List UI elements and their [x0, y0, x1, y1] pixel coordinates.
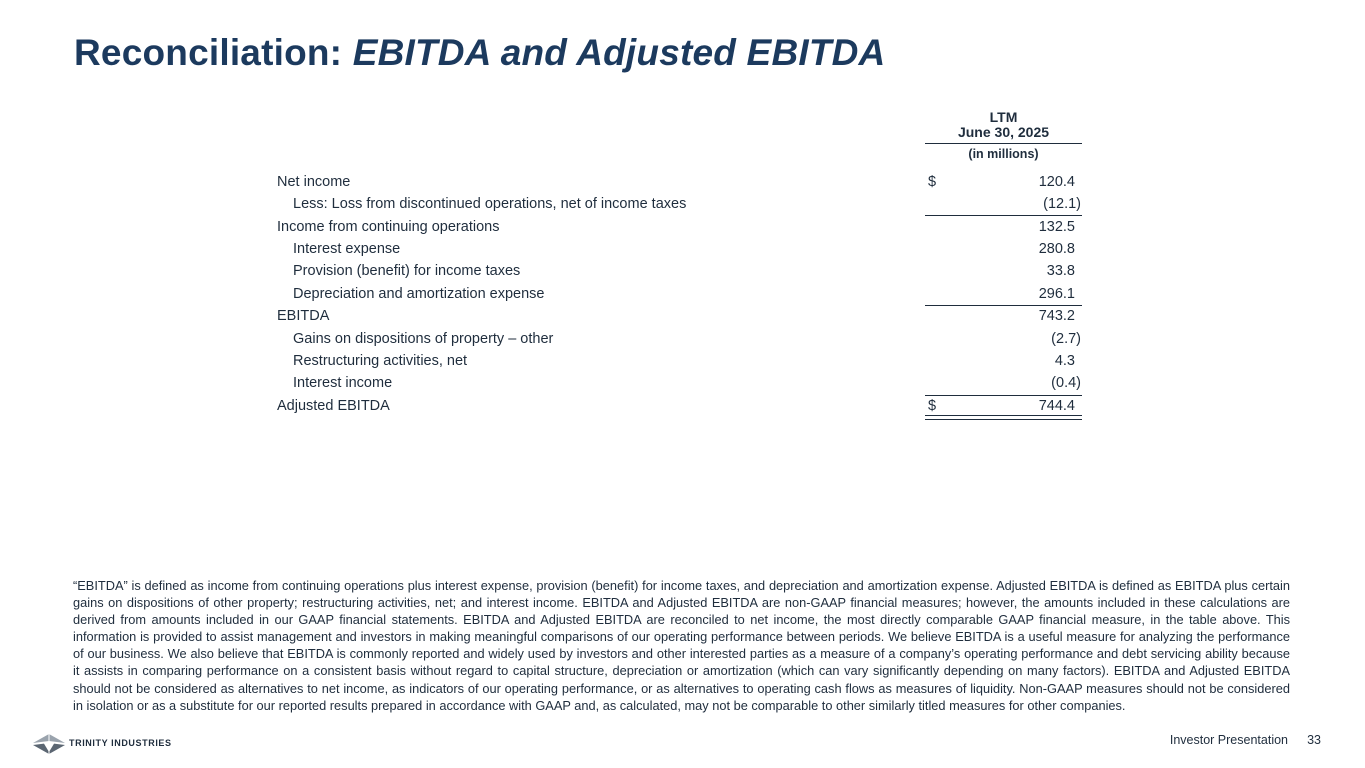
footnote: “EBITDA” is defined as income from continuing operations plus interest expense, provision (benefit) for income taxes, and depreciation and amortization expense. Adjusted EBITDA is defined as EBITDA plus certain gains on dispositions of other property; restructuring activities, net; and interest income. EBITDA and Adjusted EBITDA are non-GAAP financial measures; however, the amounts included in these calculations are derived from amounts included in our GAAP financial statements. EBITDA and Adjusted EBITDA are reconciled to net income, the most directly comparable GAAP financial measure, in the table above. This information is provided to assist management and investors in making meaningful comparisons of our operating performance between periods. We believe EBITDA is a useful measure for analyzing the performance of our business. We also believe that EBITDA is commonly reported and widely used by investors and other interested parties as a measure of a company’s operating performance and debt servicing ability because it assists in comparing performance on a consistent basis without regard to capital structure, depreciation or amortization (which can vary significantly depending on many factors). EBITDA and Adjusted EBITDA should not be considered as alternatives to net income, as indicators of our operating performance, or as alternatives to operating cash flows as measures of liquidity. Non-GAAP measures should not be considered in isolation or as a substitute for our reported results prepared in accordance with GAAP and, as calculated, may not be comparable to other similarly titled measures for other companies. — [73, 578, 1290, 713]
row-label: Less: Loss from discontinued operations, net of income taxes — [293, 196, 687, 212]
row-value: (0.4) — [1051, 375, 1081, 391]
table-row — [0, 174, 1365, 196]
row-label: EBITDA — [277, 308, 330, 324]
row-label: Interest expense — [293, 241, 401, 257]
page-number: 33 — [1307, 733, 1321, 747]
trinity-logo-icon — [32, 732, 66, 756]
row-value: 120.4 — [1038, 174, 1075, 190]
subtotal-rule — [925, 305, 1082, 306]
column-header-units: (in millions) — [968, 147, 1039, 161]
subtotal-rule — [925, 395, 1082, 396]
company-logo — [32, 732, 192, 756]
row-label: Gains on dispositions of property – other — [293, 331, 554, 347]
table-row — [0, 263, 1365, 285]
row-label: Interest income — [293, 375, 393, 391]
row-value: 132.5 — [1038, 219, 1075, 235]
row-value: (12.1) — [1043, 196, 1081, 212]
row-value: 744.4 — [1038, 398, 1075, 414]
company-name: TRINITY INDUSTRIES — [69, 738, 172, 748]
table-row — [0, 375, 1365, 397]
row-value: 33.8 — [1046, 263, 1075, 279]
table-row — [0, 353, 1365, 375]
table-row — [0, 398, 1365, 420]
column-header-ltm: LTM — [989, 109, 1018, 125]
table-row — [0, 308, 1365, 330]
table-row — [0, 286, 1365, 308]
table-row — [0, 241, 1365, 263]
row-currency: $ — [928, 174, 937, 190]
row-value: 4.3 — [1054, 353, 1075, 369]
column-header-date: June 30, 2025 — [957, 124, 1050, 140]
column-header-rule — [925, 143, 1082, 144]
row-label: Depreciation and amortization expense — [293, 286, 545, 302]
row-value: 296.1 — [1038, 286, 1075, 302]
presentation-label: Investor Presentation — [1169, 733, 1288, 747]
total-double-rule — [925, 415, 1082, 420]
row-label: Income from continuing operations — [277, 219, 500, 235]
page-title — [74, 32, 885, 74]
row-label: Restructuring activities, net — [293, 353, 468, 369]
row-value: (2.7) — [1051, 331, 1081, 347]
row-label: Provision (benefit) for income taxes — [293, 263, 521, 279]
row-label: Net income — [277, 174, 351, 190]
row-value: 743.2 — [1038, 308, 1075, 324]
subtotal-rule — [925, 215, 1082, 216]
row-value: 280.8 — [1038, 241, 1075, 257]
title-main: Reconciliation: — [74, 32, 353, 73]
table-row — [0, 196, 1365, 218]
table-row — [0, 331, 1365, 353]
title-italic: EBITDA and Adjusted EBITDA — [352, 32, 886, 73]
row-currency: $ — [928, 398, 937, 414]
table-row — [0, 219, 1365, 241]
row-label: Adjusted EBITDA — [277, 398, 390, 414]
